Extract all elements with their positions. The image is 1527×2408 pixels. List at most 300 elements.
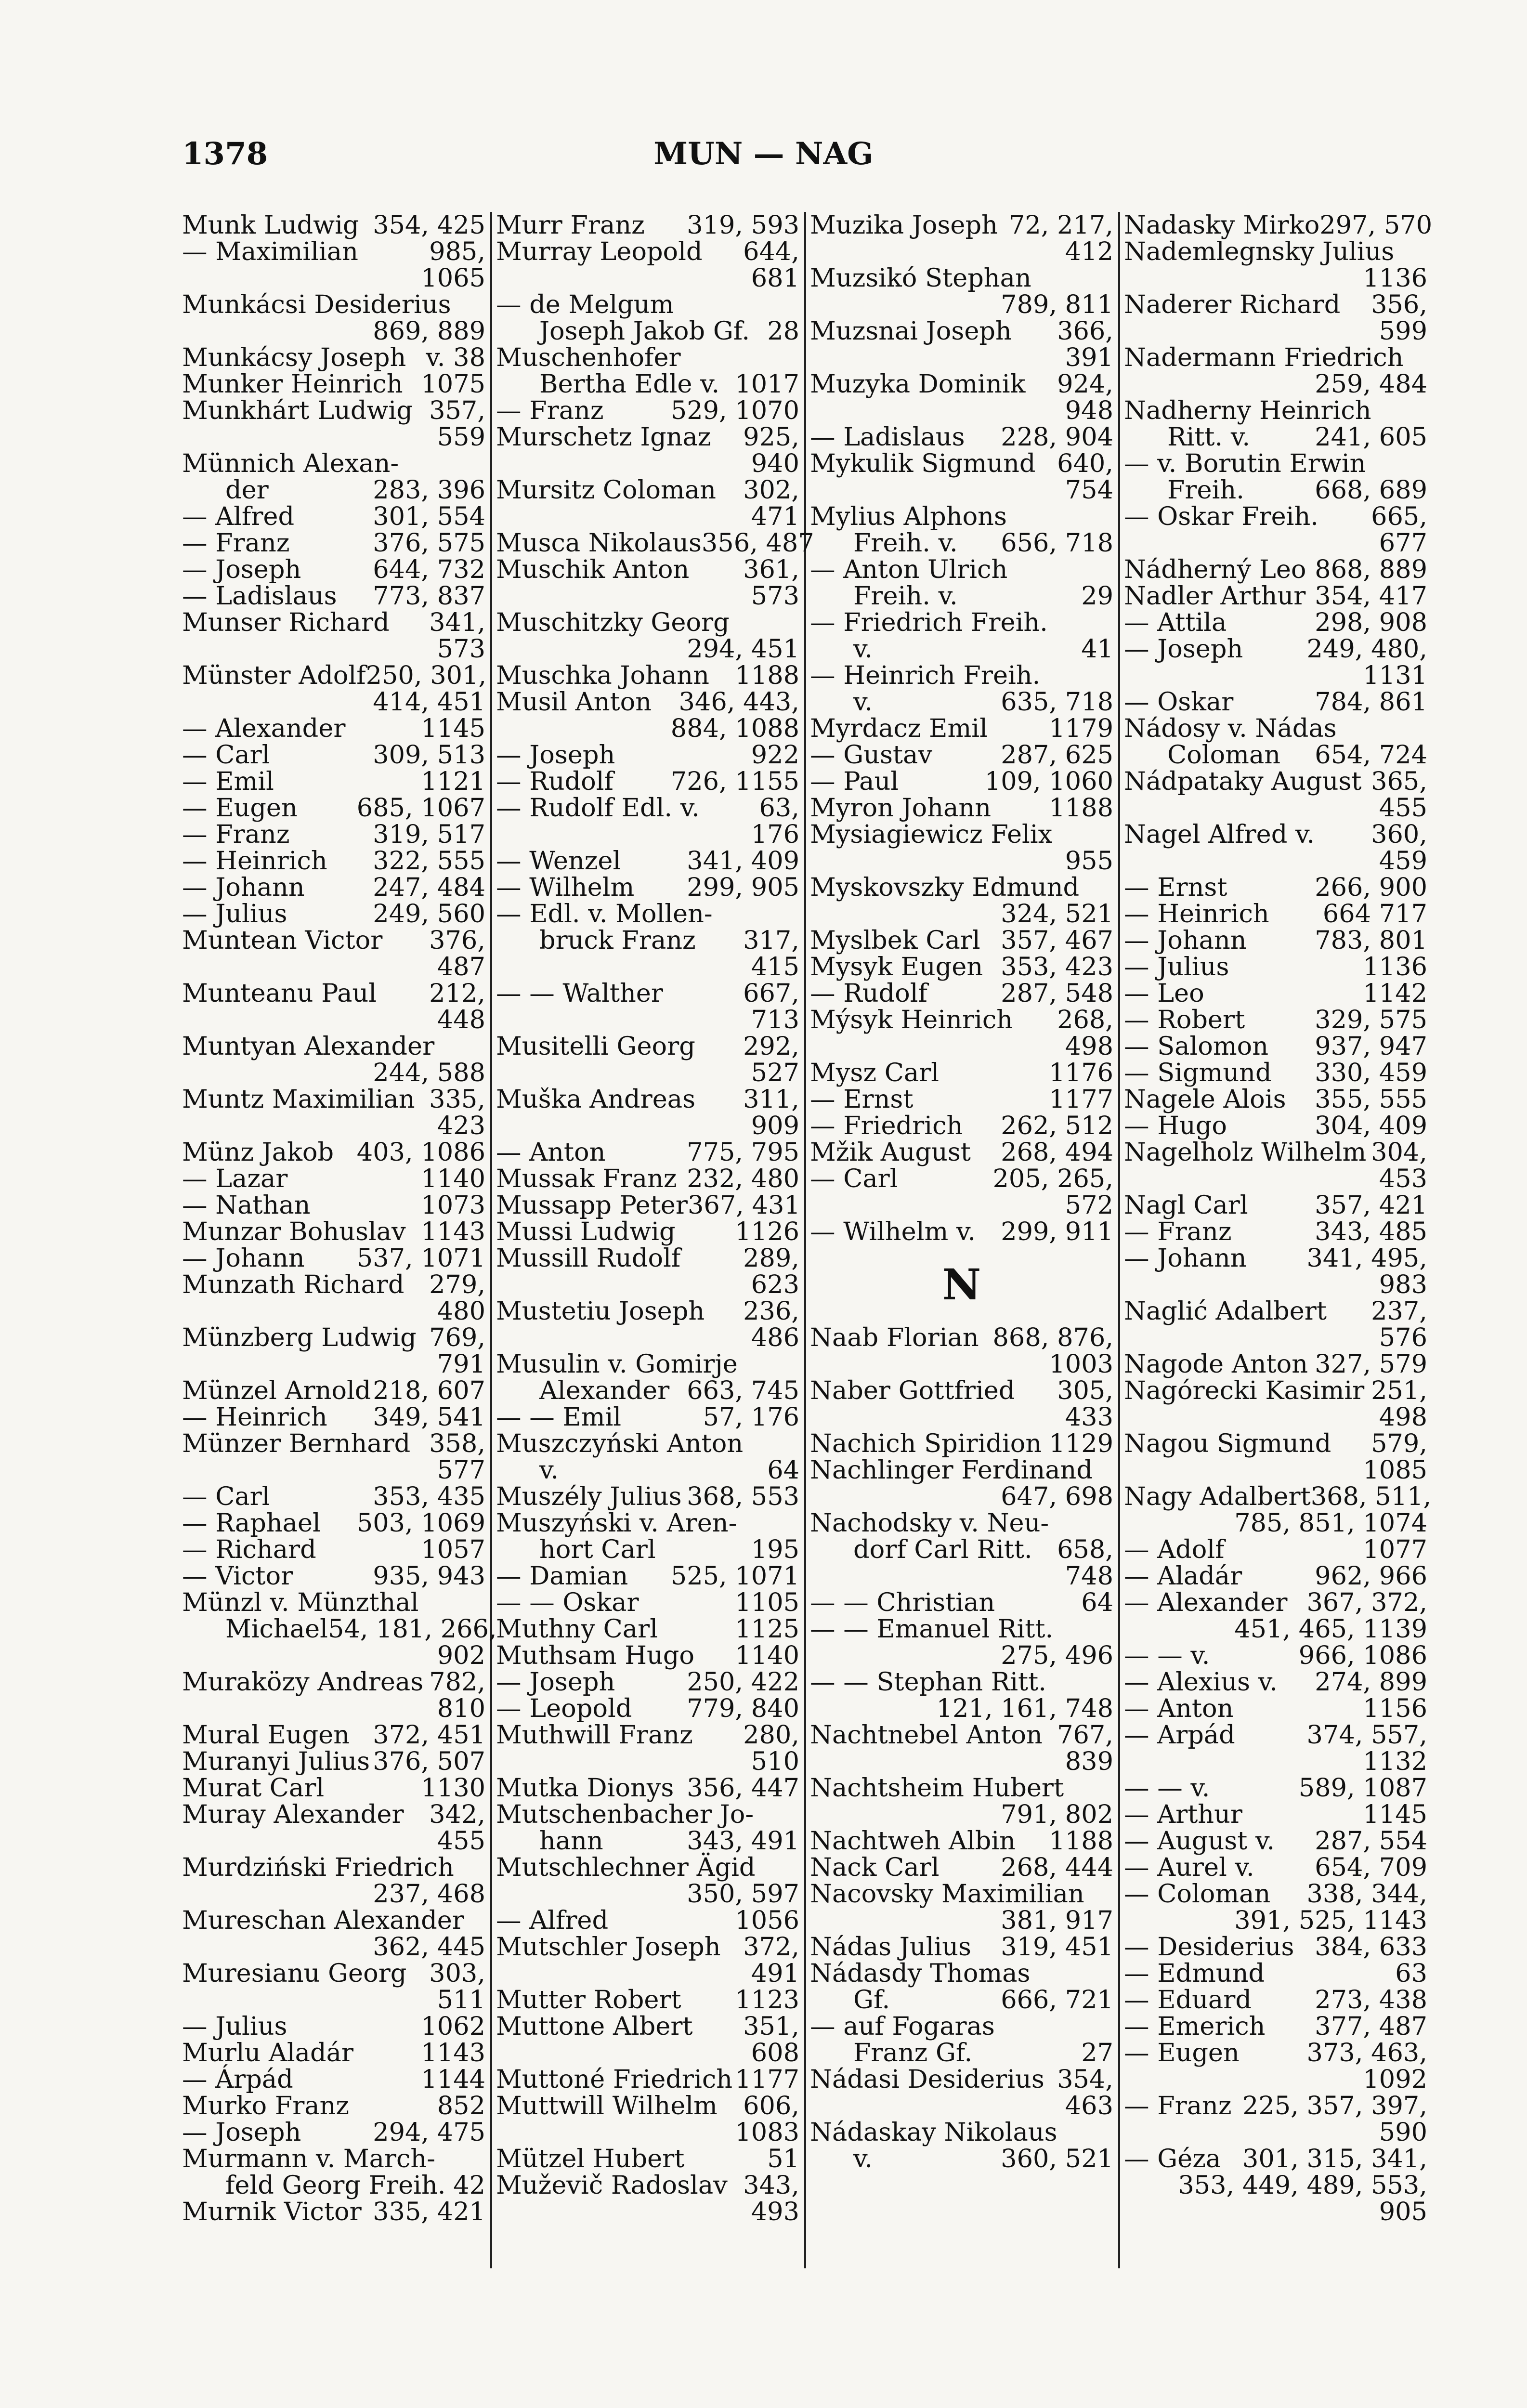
index-entry-line: [1124, 768, 1427, 795]
entry-name: — Alfred: [182, 502, 295, 531]
entry-pages: 346, 443,: [679, 687, 799, 717]
entry-pages: 1188: [1049, 1826, 1113, 1856]
entry-pages: 1123: [735, 1985, 799, 2015]
index-entry-line: [496, 1563, 799, 1589]
index-entry-line: 573: [751, 581, 799, 611]
index-entry-line: [182, 821, 485, 848]
index-entry-line: [810, 530, 1113, 556]
index-entry-line: [1124, 1695, 1427, 1722]
index-entry-line: [496, 768, 799, 795]
entry-pages: 367, 372,: [1306, 1588, 1427, 1617]
entry-name: — Coloman: [1124, 1879, 1271, 1909]
index-entry-line: [1124, 1482, 1432, 1511]
entry-name: — Ladislaus: [182, 581, 337, 611]
entry-name: Mützel Hubert: [496, 2144, 685, 2173]
entry-name: — Alexius v.: [1124, 1667, 1278, 1697]
entry-pages: 368, 553: [687, 1482, 799, 1511]
index-entry-line: 869, 889: [373, 316, 485, 346]
entry-name: Muschik Anton: [496, 555, 690, 584]
entry-pages: 268,: [1057, 1005, 1113, 1034]
index-entry-line: 498: [1065, 1032, 1113, 1061]
entry-name: Munser Richard: [182, 608, 390, 637]
entry-name: Naderer Richard: [1124, 290, 1341, 319]
index-entry-line: Mureschan Alexander: [182, 1906, 464, 1935]
entry-name: Muževič Radoslav: [496, 2171, 728, 2200]
index-entry-line: 884, 1088: [670, 714, 799, 743]
index-entry-line: Nádasdy Thomas: [810, 1959, 1031, 1988]
entry-pages: 301, 554: [373, 502, 485, 531]
index-entry-line: [496, 1907, 799, 1934]
index-entry-line: [810, 1165, 1113, 1192]
entry-pages: 922: [751, 740, 799, 770]
entry-pages: 1073: [421, 1191, 485, 1220]
entry-pages: 1188: [735, 661, 799, 690]
index-entry-line: [496, 2172, 799, 2199]
entry-name: hort Carl: [539, 1535, 656, 1564]
entry-pages: 667,: [743, 979, 799, 1008]
entry-name: Mural Eugen: [182, 1720, 350, 1750]
entry-pages: 376, 575: [373, 528, 485, 558]
entry-pages: 1126: [735, 1217, 799, 1246]
entry-pages: 218, 607: [373, 1376, 485, 1405]
index-entry-line: — — Emanuel Ritt.: [810, 1614, 1054, 1644]
column-rule: [490, 212, 492, 2268]
entry-name: Munker Heinrich: [182, 369, 403, 399]
index-entry-line: Nachlinger Ferdinand: [810, 1455, 1093, 1485]
index-entry-line: [182, 1377, 485, 1404]
entry-name: — — v.: [1124, 1773, 1210, 1803]
entry-name: Musca Nikolaus: [496, 528, 702, 558]
index-entry-line: [1124, 1828, 1427, 1854]
index-entry-line: [182, 2093, 485, 2119]
index-entry-line: [496, 742, 799, 768]
entry-name: Muthny Carl: [496, 1614, 658, 1644]
entry-name: Muthsam Hugo: [496, 1641, 695, 1670]
entry-pages: 355, 555: [1315, 1085, 1427, 1114]
entry-name: — Victor: [182, 1561, 293, 1591]
entry-name: Mutter Robert: [496, 1985, 681, 2015]
entry-name: — Heinrich: [1124, 899, 1269, 929]
entry-name: — Anton: [1124, 1694, 1234, 1723]
entry-pages: 769,: [429, 1323, 485, 1352]
index-entry-line: [182, 1748, 485, 1775]
entry-pages: 241, 605: [1315, 422, 1427, 452]
index-entry-line: [182, 1165, 485, 1192]
entry-pages: 779, 840: [687, 1694, 799, 1723]
index-entry-line: [496, 2093, 799, 2119]
index-entry-line: [182, 397, 485, 424]
entry-name: — Maximilian: [182, 237, 358, 266]
entry-pages: 1145: [1363, 1800, 1427, 1829]
index-entry-line: 480: [437, 1296, 485, 1326]
index-entry-line: 955: [1065, 846, 1113, 876]
index-column-4: [1124, 210, 1433, 2264]
index-entry-line: [496, 1722, 799, 1748]
index-entry-line: [182, 530, 485, 556]
index-entry-line: [182, 344, 485, 371]
entry-name: Mžik August: [810, 1138, 971, 1167]
entry-pages: 365,: [1371, 767, 1427, 796]
entry-pages: 775, 795: [687, 1138, 799, 1167]
index-entry-line: [1124, 1987, 1427, 2013]
entry-pages: 644,: [743, 237, 799, 266]
index-entry-line: 498: [1379, 1402, 1427, 1432]
index-entry-line: 423: [437, 1111, 485, 1140]
entry-name: — Franz: [1124, 2091, 1232, 2120]
entry-pages: 579,: [1371, 1429, 1427, 1458]
entry-pages: 868, 876,: [992, 1323, 1113, 1352]
entry-name: — Ernst: [1124, 873, 1227, 902]
entry-pages: 294, 475: [373, 2118, 485, 2147]
entry-pages: 635, 718: [1001, 687, 1113, 717]
entry-pages: 335, 421: [373, 2197, 485, 2226]
entry-pages: 42: [453, 2171, 485, 2200]
entry-pages: 589, 1087: [1298, 1773, 1427, 1803]
entry-pages: 330, 459: [1315, 1058, 1427, 1087]
entry-pages: 279,: [429, 1270, 485, 1299]
entry-pages: 606,: [743, 2091, 799, 2120]
entry-name: Muntean Victor: [182, 926, 383, 955]
index-entry-line: [496, 556, 799, 583]
index-entry-line: [1124, 556, 1427, 583]
entry-pages: 343, 491: [687, 1826, 799, 1856]
index-entry-line: 623: [751, 1270, 799, 1299]
entry-name: Muntz Maximilian: [182, 1085, 415, 1114]
entry-pages: v. 38: [426, 343, 485, 372]
entry-name: — Franz: [182, 528, 290, 558]
entry-pages: 658,: [1057, 1535, 1113, 1564]
entry-name: — Sigmund: [1124, 1058, 1272, 1087]
entry-pages: 287, 548: [1001, 979, 1113, 1008]
entry-pages: 1140: [421, 1164, 485, 1193]
entry-pages: 273, 438: [1315, 1985, 1427, 2015]
entry-pages: 249, 560: [373, 899, 485, 929]
index-entry-line: Nacovsky Maximilian: [810, 1879, 1084, 1909]
entry-name: Naglić Adalbert: [1124, 1296, 1327, 1326]
index-entry-line: Münnich Alexan-: [182, 449, 399, 478]
index-entry-line: 244, 588: [373, 1058, 485, 1087]
index-entry-line: [1124, 2093, 1427, 2119]
entry-pages: 341, 495,: [1306, 1243, 1427, 1273]
entry-name: — — Christian: [810, 1588, 995, 1617]
entry-pages: 503, 1069: [356, 1508, 485, 1538]
entry-name: — Johann: [1124, 1243, 1247, 1273]
index-entry-line: [810, 768, 1113, 795]
index-entry-line: [182, 238, 485, 265]
index-entry-line: [496, 528, 814, 558]
index-entry-line: 510: [751, 1747, 799, 1776]
entry-name: Mussapp Peter: [496, 1191, 688, 1220]
entry-name: bruck Franz: [539, 926, 696, 955]
entry-pages: 367, 431: [687, 1191, 800, 1220]
entry-name: — Gustav: [810, 740, 932, 770]
index-entry-line: 459: [1379, 846, 1427, 876]
index-entry-line: — Heinrich Freih.: [810, 661, 1041, 690]
index-entry-line: — — Stephan Ritt.: [810, 1667, 1046, 1697]
index-entry-line: 433: [1065, 1402, 1113, 1432]
index-entry-line: [1124, 1669, 1427, 1695]
entry-name: Ritt. v.: [1167, 422, 1251, 452]
entry-name: Nagode Anton: [1124, 1349, 1308, 1379]
index-entry-line: 415: [751, 952, 799, 982]
entry-pages: 937, 947: [1315, 1032, 1427, 1061]
entry-pages: 1156: [1363, 1694, 1427, 1723]
entry-pages: 343, 485: [1315, 1217, 1427, 1246]
index-entry-line: [496, 1457, 799, 1483]
index-entry-line: [182, 901, 485, 927]
index-entry-line: [496, 1483, 799, 1510]
entry-name: Bertha Edle v.: [539, 369, 720, 399]
entry-name: Murr Franz: [496, 210, 645, 240]
index-entry-line: [810, 2040, 1113, 2066]
entry-pages: 783, 801: [1315, 926, 1427, 955]
index-entry-line: [810, 1377, 1113, 1404]
entry-name: Mysyk Eugen: [810, 952, 983, 982]
index-entry-line: [182, 583, 485, 609]
index-entry-line: [810, 1060, 1113, 1086]
entry-pages: 372,: [743, 1932, 799, 1962]
entry-pages: 250, 422: [687, 1667, 799, 1697]
entry-name: Alexander: [539, 1376, 670, 1405]
entry-name: — Edmund: [1124, 1959, 1265, 1988]
index-column-1: [182, 210, 497, 2264]
index-entry-line: Nademlegnsky Julius: [1124, 237, 1395, 266]
index-entry-line: [182, 662, 485, 689]
entry-name: — Joseph: [496, 740, 615, 770]
entry-pages: 668, 689: [1315, 475, 1427, 505]
entry-name: hann: [539, 1826, 603, 1856]
entry-pages: 1143: [421, 2038, 485, 2068]
entry-name: — Oskar Freih.: [1124, 502, 1318, 531]
index-entry-line: [1124, 901, 1427, 927]
entry-name: — Salomon: [1124, 1032, 1269, 1061]
entry-name: Muraközy Andreas: [182, 1667, 424, 1697]
index-entry-line: 487: [437, 952, 485, 982]
index-entry-line: 414, 451: [373, 687, 485, 717]
index-entry-line: Muszczyński Anton: [496, 1429, 744, 1458]
entry-name: Nádpataky August: [1124, 767, 1362, 796]
index-column-3: [810, 212, 1113, 2264]
entry-name: Muttoné Friedrich: [496, 2065, 733, 2094]
entry-pages: 1075: [421, 369, 485, 399]
index-entry-line: [1124, 821, 1427, 848]
index-entry-line: [1124, 2013, 1427, 2040]
entry-pages: 262, 512: [1001, 1111, 1113, 1140]
index-entry-line: [182, 609, 485, 636]
index-entry-line: 121, 161, 748: [936, 1694, 1113, 1723]
index-entry-line: [182, 1324, 485, 1351]
entry-name: Nagou Sigmund: [1124, 1429, 1331, 1458]
index-entry-line: [182, 2013, 485, 2040]
entry-name: Mussi Ludwig: [496, 1217, 676, 1246]
entry-name: — Raphael: [182, 1508, 321, 1538]
entry-name: Freih.: [1167, 475, 1244, 505]
index-entry-line: [1124, 1086, 1427, 1112]
entry-name: Muresianu Georg: [182, 1959, 407, 1988]
entry-name: Nadler Arthur: [1124, 581, 1306, 611]
entry-pages: 109, 1060: [984, 767, 1113, 796]
entry-name: Mussak Franz: [496, 1164, 677, 1193]
entry-name: Nagl Carl: [1124, 1191, 1248, 1220]
index-entry-line: 448: [437, 1005, 485, 1034]
entry-name: Nádherný Leo: [1124, 555, 1306, 584]
entry-name: Muzika Joseph: [810, 210, 998, 240]
entry-pages: 868, 889: [1315, 555, 1427, 584]
index-entry-line: [1124, 1722, 1427, 1748]
index-entry-line: [496, 2146, 799, 2172]
index-entry-line: [1124, 210, 1433, 240]
entry-pages: 329, 575: [1315, 1005, 1427, 1034]
index-entry-line: 353, 449, 489, 553,: [1178, 2171, 1427, 2200]
entry-pages: 356, 447: [687, 1773, 799, 1803]
index-entry-line: Mysiagiewicz Felix: [810, 820, 1053, 849]
index-entry-line: [496, 1642, 799, 1669]
entry-name: der: [225, 475, 269, 505]
index-entry-line: [182, 2066, 485, 2093]
entry-pages: 268, 444: [1001, 1853, 1113, 1882]
entry-pages: 57, 176: [703, 1402, 799, 1432]
entry-name: — — Emil: [496, 1402, 622, 1432]
entry-name: Mysz Carl: [810, 1058, 940, 1087]
index-entry-line: [496, 874, 799, 901]
index-entry-line: Mylius Alphons: [810, 502, 1007, 531]
entry-pages: 1062: [421, 2012, 485, 2041]
index-entry-line: [1124, 1589, 1427, 1616]
index-entry-line: [810, 318, 1113, 344]
entry-pages: 1140: [735, 1641, 799, 1670]
entry-pages: 64: [767, 1455, 799, 1485]
entry-pages: 28: [767, 316, 799, 346]
index-entry-line: 1085: [1363, 1455, 1427, 1485]
index-entry-line: 463: [1065, 2091, 1113, 2120]
index-entry-line: [810, 927, 1113, 954]
index-entry-line: [810, 742, 1113, 768]
index-entry-line: [1124, 1112, 1427, 1139]
entry-pages: 343,: [743, 2171, 799, 2200]
index-entry-line: [810, 212, 1113, 238]
index-entry-line: [1124, 1536, 1427, 1563]
entry-name: — Carl: [182, 1482, 270, 1511]
entry-pages: 726, 1155: [670, 767, 799, 796]
index-entry-line: [182, 503, 485, 530]
entry-pages: 1077: [1363, 1535, 1427, 1564]
entry-pages: 232, 480: [687, 1164, 799, 1193]
entry-name: Munzar Bohuslav: [182, 1217, 406, 1246]
index-entry-line: [1124, 1563, 1427, 1589]
index-entry-line: [496, 424, 799, 450]
entry-pages: 205, 265,: [992, 1164, 1113, 1193]
index-entry-line: Muszyński v. Aren-: [496, 1508, 737, 1538]
entry-name: Muray Alexander: [182, 1800, 404, 1829]
index-entry-line: 608: [751, 2038, 799, 2068]
entry-name: Gf.: [853, 1985, 890, 2015]
entry-pages: 319, 593: [687, 210, 799, 240]
index-entry-line: [496, 1192, 799, 1218]
index-entry-line: [496, 1033, 799, 1060]
index-entry-line: [182, 1218, 485, 1245]
index-entry-line: [496, 1987, 799, 2013]
entry-name: Nagele Alois: [1124, 1085, 1286, 1114]
entry-pages: 373, 463,: [1306, 2038, 1427, 2068]
entry-pages: 962, 966: [1315, 1561, 1427, 1591]
entry-pages: 327, 579: [1315, 1349, 1427, 1379]
index-entry-line: 748: [1065, 1561, 1113, 1591]
index-entry-line: [496, 795, 799, 821]
entry-name: — Damian: [496, 1561, 628, 1591]
index-entry-line: [496, 980, 799, 1007]
index-entry-line: 1083: [735, 2118, 799, 2147]
entry-name: v.: [853, 2144, 873, 2173]
entry-name: Nagel Alfred v.: [1124, 820, 1315, 849]
index-entry-line: Nádosy v. Nádas: [1124, 714, 1337, 743]
entry-name: — Géza: [1124, 2144, 1221, 2173]
entry-name: — — Oskar: [496, 1588, 639, 1617]
entry-pages: 72, 217,: [1008, 210, 1113, 240]
entry-pages: 935, 943: [373, 1561, 485, 1591]
entry-name: — — Walther: [496, 979, 663, 1008]
index-entry-line: Musulin v. Gomirje: [496, 1349, 738, 1379]
index-entry-line: 577: [437, 1455, 485, 1485]
entry-name: Munteanu Paul: [182, 979, 377, 1008]
entry-name: — Johann: [182, 873, 305, 902]
page-number: 1378: [182, 136, 268, 172]
entry-name: — Wenzel: [496, 846, 621, 876]
index-entry-line: — Anton Ulrich: [810, 555, 1008, 584]
entry-name: Muzyka Dominik: [810, 369, 1026, 399]
entry-pages: 311,: [743, 1085, 799, 1114]
entry-name: Muzsnai Joseph: [810, 316, 1012, 346]
index-entry-line: 491: [751, 1959, 799, 1988]
index-entry-line: [1124, 1298, 1427, 1324]
entry-pages: 666, 721: [1001, 1985, 1113, 2015]
entry-pages: 302,: [743, 475, 799, 505]
entry-name: Nachtweh Albin: [810, 1826, 1016, 1856]
entry-pages: 640,: [1057, 449, 1113, 478]
index-entry-line: [1124, 1775, 1427, 1801]
entry-pages: 537, 1071: [356, 1243, 485, 1273]
entry-pages: 1056: [735, 1906, 799, 1935]
entry-pages: 1136: [1363, 952, 1427, 982]
index-entry-line: [810, 1218, 1113, 1245]
entry-pages: 1129: [1049, 1429, 1113, 1458]
index-entry-line: 1092: [1363, 2065, 1427, 2094]
index-entry-line: [182, 371, 485, 397]
index-entry-line: [1124, 2040, 1427, 2066]
entry-pages: 782,: [429, 1667, 485, 1697]
index-entry-line: 362, 445: [373, 1932, 485, 1962]
entry-pages: 1177: [1049, 1085, 1113, 1114]
entry-name: Nádasi Desiderius: [810, 2065, 1044, 2094]
index-entry-line: [496, 1165, 799, 1192]
index-entry-line: [1124, 1801, 1427, 1828]
index-entry-line: [182, 1139, 485, 1165]
entry-name: v.: [853, 687, 873, 717]
index-entry-line: [496, 1775, 799, 1801]
entry-name: — Eugen: [1124, 2038, 1240, 2068]
entry-pages: 299, 911: [1001, 1217, 1113, 1246]
index-entry-line: [1124, 291, 1427, 318]
entry-pages: 372, 451: [373, 1720, 485, 1750]
entry-name: — Alexander: [1124, 1588, 1288, 1617]
index-entry-line: [182, 715, 485, 742]
entry-pages: 280,: [743, 1720, 799, 1750]
entry-pages: 266, 900: [1315, 873, 1427, 902]
entry-pages: 27: [1081, 2038, 1113, 2068]
entry-pages: 236,: [743, 1296, 799, 1326]
index-entry-line: [810, 715, 1113, 742]
entry-pages: 341,: [429, 608, 485, 637]
entry-pages: 303,: [429, 1959, 485, 1988]
